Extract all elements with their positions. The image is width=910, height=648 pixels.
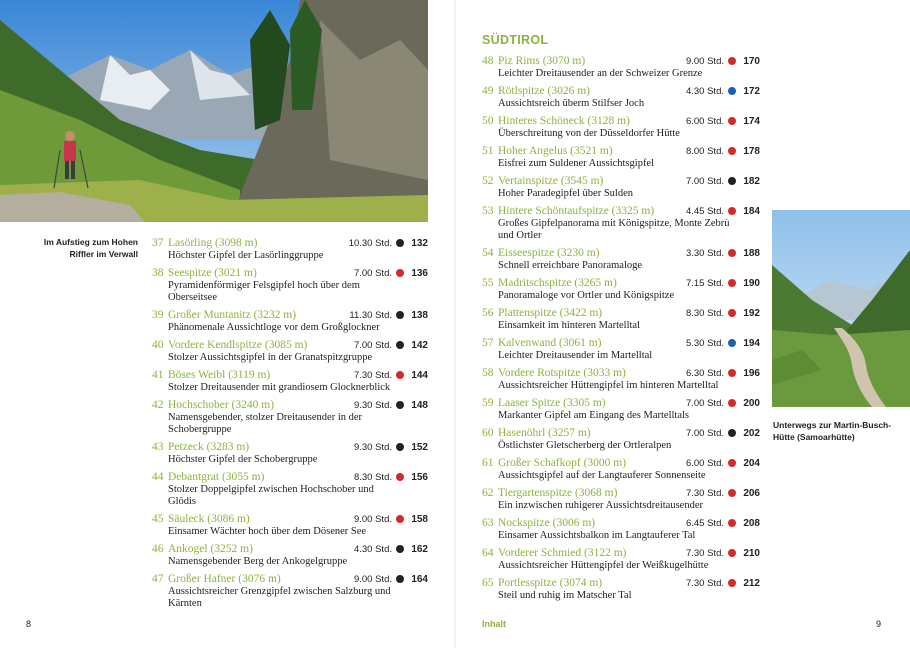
entry-time: 10.30 Std. xyxy=(348,238,392,249)
page-number-left: 8 xyxy=(26,619,32,629)
footer-contents-label[interactable]: Inhalt xyxy=(482,619,506,629)
entry-number: 57 xyxy=(482,337,494,349)
entry-description: Eisfrei zum Suldener Aussichtsgipfel xyxy=(498,158,655,169)
entry-time: 9.00 Std. xyxy=(353,514,392,525)
difficulty-red-icon xyxy=(728,369,736,377)
entry-description: Leichter Dreitausender im Martelltal xyxy=(498,350,653,361)
entry-page[interactable]: 142 xyxy=(411,340,428,351)
entry-time: 9.30 Std. xyxy=(353,442,392,453)
entry-time: 7.30 Std. xyxy=(685,488,724,499)
entry-name[interactable]: Petzeck (3283 m) xyxy=(168,441,250,453)
entry-name[interactable]: Madritschspitze (3265 m) xyxy=(498,277,617,289)
photo-hiker-alpine xyxy=(0,0,428,222)
entry-time: 7.15 Std. xyxy=(685,278,724,289)
entry-page[interactable]: 188 xyxy=(743,248,760,259)
entry-description: Pyramidenförmiger Felsgipfel hoch über dem Oberseitsee xyxy=(168,280,360,303)
toc-entry[interactable] xyxy=(482,114,760,140)
entry-time: 6.30 Std. xyxy=(685,368,724,379)
entry-number: 51 xyxy=(482,145,494,157)
difficulty-red-icon xyxy=(728,117,736,125)
entry-page[interactable]: 196 xyxy=(743,368,760,379)
difficulty-blue-icon xyxy=(728,339,736,347)
entry-page[interactable]: 162 xyxy=(411,544,428,555)
entry-page[interactable]: 182 xyxy=(743,176,760,187)
toc-entry[interactable] xyxy=(482,54,760,80)
entry-description: Namensgebender, stolzer Dreitausender in der Schobergruppe xyxy=(168,412,363,435)
entry-number: 58 xyxy=(482,367,494,379)
entry-time: 7.00 Std. xyxy=(353,268,392,279)
entry-number: 56 xyxy=(482,307,494,319)
entry-name[interactable]: Großer Muntanitz (3232 m) xyxy=(168,309,297,321)
toc-list-right xyxy=(482,54,760,606)
entry-description: Einsamer Aussichtsbalkon im Langtauferer Tal xyxy=(498,530,696,541)
toc-entry[interactable] xyxy=(482,246,760,272)
entry-description: Markanter Gipfel am Eingang des Martelltals xyxy=(498,410,689,421)
entry-description: Phänomenale Aussichtloge vor dem Großglockner xyxy=(168,322,380,333)
toc-entry[interactable] xyxy=(152,368,428,394)
entry-time: 6.00 Std. xyxy=(685,116,724,127)
photo-valley-path xyxy=(772,210,910,407)
entry-time: 6.00 Std. xyxy=(685,458,724,469)
toc-entry[interactable] xyxy=(152,308,428,334)
entry-page[interactable]: 170 xyxy=(743,56,760,67)
entry-number: 48 xyxy=(482,55,494,67)
difficulty-red-icon xyxy=(728,459,736,467)
entry-name[interactable]: Lasörling (3098 m) xyxy=(168,237,258,249)
page-number-right: 9 xyxy=(876,619,882,629)
difficulty-red-icon xyxy=(728,279,736,287)
difficulty-red-icon xyxy=(396,473,404,481)
photo-caption-left: Im Aufstieg zum Hohen Riffler im Verwall xyxy=(43,237,138,259)
entry-name[interactable]: Eisseespitze (3230 m) xyxy=(498,247,600,259)
toc-entry[interactable] xyxy=(482,426,760,452)
difficulty-red-icon xyxy=(728,147,736,155)
toc-entry[interactable] xyxy=(482,546,760,572)
entry-name[interactable]: Vorderer Schmied (3122 m) xyxy=(498,547,627,559)
entry-page[interactable]: 202 xyxy=(743,428,760,439)
entry-page[interactable]: 200 xyxy=(743,398,760,409)
entry-name[interactable]: Seespitze (3021 m) xyxy=(168,267,257,279)
entry-description: Stolzer Aussichtsgipfel in der Granatspitzgruppe xyxy=(168,352,373,363)
entry-description: Östlichster Gletscherberg der Ortleralpen xyxy=(498,440,672,451)
entry-time: 7.00 Std. xyxy=(685,428,724,439)
toc-entry[interactable] xyxy=(482,144,760,170)
entry-name[interactable]: Großer Hafner (3076 m) xyxy=(168,573,281,585)
entry-description: Aussichtsreicher Hüttengipfel der Weißkugelhütte xyxy=(498,560,709,571)
entry-time: 9.30 Std. xyxy=(353,400,392,411)
entry-name[interactable]: Hinteres Schöneck (3128 m) xyxy=(498,115,630,127)
page-gutter xyxy=(454,0,456,648)
entry-time: 6.45 Std. xyxy=(685,518,724,529)
entry-number: 63 xyxy=(482,517,494,529)
toc-entry[interactable] xyxy=(482,366,760,392)
difficulty-red-icon xyxy=(728,549,736,557)
entry-name[interactable]: Großer Schafkopf (3000 m) xyxy=(498,457,627,469)
entry-number: 53 xyxy=(482,205,494,217)
entry-name[interactable]: Portlesspitze (3074 m) xyxy=(498,577,603,589)
entry-description: Großes Gipfelpanorama mit Königspitze, Monte Zebrù und Ortler xyxy=(498,218,730,241)
entry-page[interactable]: 212 xyxy=(743,578,760,589)
difficulty-black-icon xyxy=(396,341,404,349)
entry-description: Schnell erreichbare Panoramaloge xyxy=(498,260,643,271)
entry-page[interactable]: 132 xyxy=(411,238,428,249)
entry-number: 42 xyxy=(152,399,164,411)
difficulty-black-icon xyxy=(396,545,404,553)
entry-name[interactable]: Böses Weibl (3119 m) xyxy=(168,369,271,381)
toc-entry[interactable] xyxy=(152,266,428,304)
entry-time: 8.30 Std. xyxy=(685,308,724,319)
entry-number: 61 xyxy=(482,457,494,469)
entry-description: Höchster Gipfel der Lasörlinggruppe xyxy=(168,250,324,261)
entry-name[interactable]: Ankogel (3252 m) xyxy=(168,543,253,555)
toc-entry[interactable] xyxy=(482,456,760,482)
entry-page[interactable]: 172 xyxy=(743,86,760,97)
entry-description: Aussichtsreicher Grenzgipfel zwischen Salzburg und Kärnten xyxy=(168,586,391,609)
entry-description: Panoramaloge vor Ortler und Königspitze xyxy=(498,290,675,301)
entry-number: 64 xyxy=(482,547,494,559)
difficulty-black-icon xyxy=(396,311,404,319)
difficulty-black-icon xyxy=(728,177,736,185)
toc-entry[interactable] xyxy=(152,338,428,364)
entry-page[interactable]: 152 xyxy=(411,442,428,453)
entry-time: 7.00 Std. xyxy=(685,176,724,187)
entry-name[interactable]: Piz Rims (3070 m) xyxy=(498,55,586,67)
difficulty-black-icon xyxy=(396,443,404,451)
entry-description: Leichter Dreitausender an der Schweizer Grenze xyxy=(498,68,703,79)
difficulty-red-icon xyxy=(728,249,736,257)
entry-name[interactable]: Rötlspitze (3026 m) xyxy=(498,85,590,97)
entry-number: 40 xyxy=(152,339,164,351)
entry-time: 7.30 Std. xyxy=(685,548,724,559)
toc-entry[interactable] xyxy=(152,572,428,610)
entry-page[interactable]: 192 xyxy=(743,308,760,319)
entry-number: 50 xyxy=(482,115,494,127)
entry-time: 9.00 Std. xyxy=(353,574,392,585)
section-heading: SÜDTIROL xyxy=(482,33,549,47)
entry-number: 47 xyxy=(152,573,164,585)
entry-name[interactable]: Hoher Angelus (3521 m) xyxy=(498,145,613,157)
entry-time: 7.30 Std. xyxy=(685,578,724,589)
difficulty-red-icon xyxy=(728,309,736,317)
entry-page[interactable]: 190 xyxy=(743,278,760,289)
entry-number: 59 xyxy=(482,397,494,409)
entry-description: Namensgebender Berg der Ankogelgruppe xyxy=(168,556,348,567)
entry-number: 39 xyxy=(152,309,164,321)
toc-entry[interactable] xyxy=(152,440,428,466)
difficulty-red-icon xyxy=(728,519,736,527)
entry-page[interactable]: 194 xyxy=(743,338,760,349)
entry-page[interactable]: 204 xyxy=(743,458,760,469)
entry-page[interactable]: 206 xyxy=(743,488,760,499)
entry-description: Aussichtsgipfel auf der Langtauferer Sonnenseite xyxy=(498,470,706,481)
entry-time: 4.30 Std. xyxy=(353,544,392,555)
entry-name[interactable]: Vordere Kendlspitze (3085 m) xyxy=(168,339,308,351)
entry-number: 45 xyxy=(152,513,164,525)
difficulty-red-icon xyxy=(396,269,404,277)
entry-number: 54 xyxy=(482,247,494,259)
difficulty-red-icon xyxy=(396,371,404,379)
entry-page[interactable]: 174 xyxy=(743,116,760,127)
difficulty-black-icon xyxy=(728,429,736,437)
difficulty-red-icon xyxy=(728,489,736,497)
toc-entry[interactable] xyxy=(152,542,428,568)
entry-description: Steil und ruhig im Matscher Tal xyxy=(498,590,632,601)
entry-description: Aussichtsreich überm Stilfser Joch xyxy=(498,98,645,109)
entry-name[interactable]: Vordere Rotspitze (3033 m) xyxy=(498,367,626,379)
entry-page[interactable]: 178 xyxy=(743,146,760,157)
entry-number: 65 xyxy=(482,577,494,589)
entry-page[interactable]: 156 xyxy=(411,472,428,483)
entry-page[interactable]: 136 xyxy=(411,268,428,279)
entry-description: Überschreitung von der Düsseldorfer Hütte xyxy=(498,128,680,139)
entry-name[interactable]: Nockspitze (3006 m) xyxy=(498,517,596,529)
toc-entry[interactable] xyxy=(152,236,428,262)
entry-page[interactable]: 158 xyxy=(411,514,428,525)
entry-page[interactable]: 184 xyxy=(743,206,760,217)
entry-page[interactable]: 210 xyxy=(743,548,760,559)
entry-description: Einsamkeit im hinteren Martelltal xyxy=(498,320,641,331)
entry-description: Höchster Gipfel der Schobergruppe xyxy=(168,454,318,465)
difficulty-red-icon xyxy=(728,399,736,407)
entry-number: 62 xyxy=(482,487,494,499)
entry-number: 49 xyxy=(482,85,494,97)
entry-time: 4.45 Std. xyxy=(685,206,724,217)
toc-entry[interactable] xyxy=(482,84,760,110)
entry-name[interactable]: Plattenspitze (3422 m) xyxy=(498,307,603,319)
entry-name[interactable]: Debantgrat (3055 m) xyxy=(168,471,265,483)
difficulty-red-icon xyxy=(728,579,736,587)
difficulty-red-icon xyxy=(728,207,736,215)
toc-entry[interactable] xyxy=(482,306,760,332)
entry-number: 41 xyxy=(152,369,164,381)
toc-entry[interactable] xyxy=(482,396,760,422)
entry-time: 8.00 Std. xyxy=(685,146,724,157)
entry-number: 52 xyxy=(482,175,494,187)
entry-page[interactable]: 138 xyxy=(411,310,428,321)
entry-number: 38 xyxy=(152,267,164,279)
entry-number: 43 xyxy=(152,441,164,453)
entry-time: 5.30 Std. xyxy=(685,338,724,349)
entry-description: Einsamer Wächter hoch über dem Dösener See xyxy=(168,526,367,537)
entry-name[interactable]: Hochschober (3240 m) xyxy=(168,399,275,411)
entry-page[interactable]: 208 xyxy=(743,518,760,529)
entry-time: 3.30 Std. xyxy=(685,248,724,259)
toc-entry[interactable] xyxy=(482,276,760,302)
toc-entry[interactable] xyxy=(482,486,760,512)
entry-time: 4.30 Std. xyxy=(685,86,724,97)
entry-number: 60 xyxy=(482,427,494,439)
entry-time: 7.00 Std. xyxy=(353,340,392,351)
entry-number: 44 xyxy=(152,471,164,483)
entry-description: Stolzer Doppelgipfel zwischen Hochschober und Glödis xyxy=(168,484,374,507)
toc-entry[interactable] xyxy=(482,204,760,242)
difficulty-red-icon xyxy=(728,57,736,65)
entry-name[interactable]: Kalvenwand (3061 m) xyxy=(498,337,602,349)
entry-name[interactable]: Tiergartenspitze (3068 m) xyxy=(498,487,618,499)
entry-time: 7.30 Std. xyxy=(353,370,392,381)
toc-entry[interactable] xyxy=(482,336,760,362)
entry-description: Stolzer Dreitausender mit grandiosem Glocknerblick xyxy=(168,382,391,393)
entry-page[interactable]: 144 xyxy=(411,370,428,381)
photo-caption-right: Unterwegs zur Martin-Busch-Hütte (Samoarhütte) xyxy=(773,420,892,442)
entry-time: 9.00 Std. xyxy=(685,56,724,67)
entry-page[interactable]: 164 xyxy=(411,574,428,585)
entry-description: Ein inzwischen ruhigerer Aussichtsdreitausender xyxy=(498,500,703,511)
toc-entry[interactable] xyxy=(482,174,760,200)
toc-entry[interactable] xyxy=(152,512,428,538)
entry-number: 46 xyxy=(152,543,164,555)
entry-name[interactable]: Säuleck (3086 m) xyxy=(168,513,250,525)
entry-name[interactable]: Hintere Schöntaufspitze (3325 m) xyxy=(498,205,655,217)
entry-time: 8.30 Std. xyxy=(353,472,392,483)
entry-number: 55 xyxy=(482,277,494,289)
toc-entry[interactable] xyxy=(482,576,760,602)
toc-entry[interactable] xyxy=(152,398,428,436)
entry-name[interactable]: Vertainspitze (3545 m) xyxy=(498,175,604,187)
entry-description: Hoher Paradegipfel über Sulden xyxy=(498,188,633,199)
difficulty-black-icon xyxy=(396,401,404,409)
toc-list-left xyxy=(152,236,428,614)
entry-page[interactable]: 148 xyxy=(411,400,428,411)
entry-description: Aussichtsreicher Hüttengipfel im hinteren Martelltal xyxy=(498,380,719,391)
difficulty-black-icon xyxy=(396,575,404,583)
entry-time: 7.00 Std. xyxy=(685,398,724,409)
difficulty-black-icon xyxy=(396,239,404,247)
entry-name[interactable]: Hasenöhrl (3257 m) xyxy=(498,427,591,439)
toc-entry[interactable] xyxy=(482,516,760,542)
difficulty-red-icon xyxy=(396,515,404,523)
entry-name[interactable]: Laaser Spitze (3305 m) xyxy=(498,397,606,409)
entry-time: 11.30 Std. xyxy=(349,310,392,321)
entry-number: 37 xyxy=(152,237,164,249)
toc-entry[interactable] xyxy=(152,470,428,508)
difficulty-blue-icon xyxy=(728,87,736,95)
